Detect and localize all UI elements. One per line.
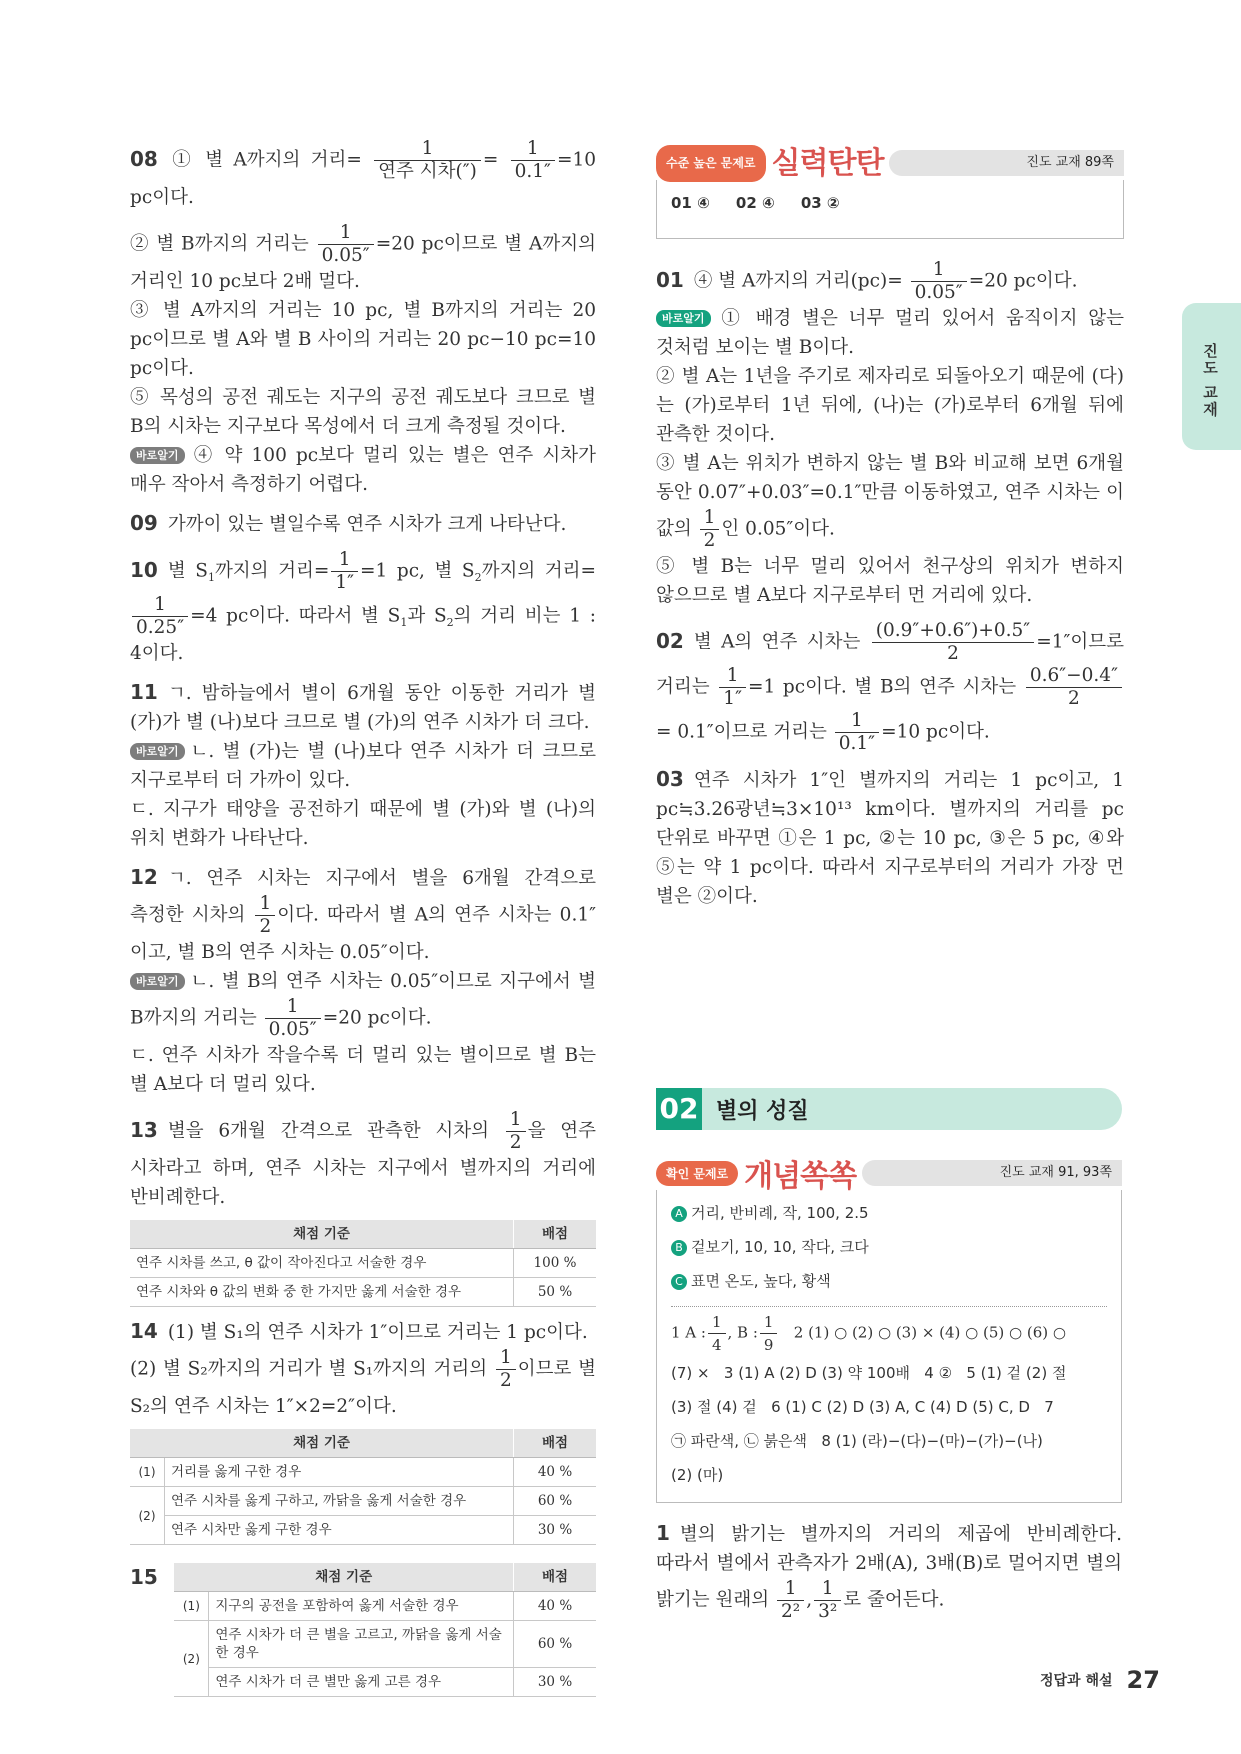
textbook-ref: 진도 교재 91, 93쪽 xyxy=(862,1160,1122,1186)
scoring-table-13: 채점 기준 배점 연주 시차를 쓰고, θ 값이 작아진다고 서술한 경우 100 % 연주 시차와 θ 값의 변화 중 한 가지만 옳게 서술한 경우 50 % xyxy=(130,1220,596,1307)
textbook-ref: 진도 교재 89쪽 xyxy=(889,150,1124,176)
page-number: 27 xyxy=(1126,1666,1160,1694)
solution-01: 01 ④ 별 A까지의 거리(pc)= $\frac{1}{0.05''}$ =20 pc이다. xyxy=(656,259,1078,303)
table-row: (1) 지구의 공전을 포함하여 옳게 서술한 경우 40 % xyxy=(174,1592,596,1621)
side-tab[interactable] xyxy=(1182,303,1241,450)
answer-10: 10 별 $S_1$까지의 거리= $\frac{1}{1''}$ =1 pc, 별 $S_2$까지의 거리= $\frac{1}{0.25''}$ =4 pc이다. 따라서 별 $S_1$과 $S_2$의 거리 비는 1 : 4이다. xyxy=(130,549,596,664)
section-title: 별의 성질 xyxy=(716,1098,809,1124)
correction-tag: 바로알기 xyxy=(130,973,185,990)
scoring-table-15: 채점 기준 배점 (1) 지구의 공전을 포함하여 옳게 서술한 경우 40 % (2) 연주 시차가 더 큰 별을 고르고, 까닭을 옳게 서술한 경우 60 % 연주 시차가 더 큰 별만 옳게 고른 경우 30 % xyxy=(174,1563,596,1697)
section-number: 02 xyxy=(656,1088,702,1130)
scoring-table-14: 채점 기준 배점 (1) 거리를 옳게 구한 경우 40 % (2) 연주 시차를 옳게 구하고, 까닭을 옳게 서술한 경우 60 % 연주 시차만 옳게 구한 경우 30 % xyxy=(130,1429,596,1545)
correction-tag: 바로알기 xyxy=(656,310,711,327)
concept-box-header xyxy=(656,1156,1122,1194)
section-header xyxy=(656,1088,1122,1130)
page-footer xyxy=(1040,1666,1160,1694)
answer-12: 12 ㄱ. 연주 시차는 지구에서 별을 6개월 간격으로 측정한 시차의 $\frac{1}{2}$ 이다. 따라서 별 A의 연주 시차는 0.1″이고, 별 B의 연주 시차는 0.05″이다. xyxy=(130,865,597,963)
side-tab-label: 진도 교재 xyxy=(1201,343,1219,419)
table-row: 연주 시차를 쓰고, θ 값이 작아진다고 서술한 경우 100 % xyxy=(130,1249,596,1278)
concept-answer-box: A 거리, 반비례, 작, 100, 2.5 B 겉보기, 10, 10, 작다, 크다 C 표면 온도, 높다, 황색 1 A : $\frac{1}{4}$ , B : $\frac{1}{9}$ 2 (1) ○ (2) ○ (3) × (4) ○ (5) ○ (6) ○ (7) × 3 (1) A (2) D (3) 약 100배 4 ② 5 (1) 겉 (2) 절 (3) 절 (4) 겉 6 (1) C (2) D (3) A, C (4) D (5) C, D 7 ㉠ 파란색, ㉡ 붉은색 8 (1) (라)−(다)−(마)−(가)−(나) (2) (마) xyxy=(656,1190,1122,1503)
solution-02: 02 별 A의 연주 시차는 $\frac{(0.9''+0.6'')+0.5''}{2}$ =1″이므로 거리는 $\frac{1}{1''}$ =1 pc이다. 별 B의 연주 시차는 $\frac{0.6''-0.4''}{2}$ = 0.1″이므로 거리는 $\frac{1}{0.1''}$ =10 pc이다. xyxy=(656,620,1124,754)
answer-13: 13 별을 6개월 간격으로 관측한 시차의 $\frac{1}{2}$ 을 연주 시차라고 하며, 연주 시차는 지구에서 별까지의 거리에 반비례한다. xyxy=(130,1109,596,1208)
level-pill: 수준 높은 문제로 xyxy=(656,145,766,182)
table-row: (2) 연주 시차를 옳게 구하고, 까닭을 옳게 서술한 경우 60 % xyxy=(130,1487,596,1516)
box-title: 개념쏙쏙 xyxy=(744,1159,857,1194)
skill-box-header xyxy=(656,146,1124,180)
answer-11: 11 ㄱ. 밤하늘에서 별이 6개월 동안 이동한 거리가 별 (가)가 별 (나)보다 크므로 별 (가)의 연주 시차가 더 크다. xyxy=(130,680,596,733)
skill-answer-box: 01 ④ 02 ④ 03 ② xyxy=(656,180,1124,239)
solution-1: 1 별의 밝기는 별까지의 거리의 제곱에 반비례한다. 따라서 별에서 관측자가 2배(A), 3배(B)로 멀어지면 별의 밝기는 원래의 $\frac{1}{\text{2²}}$ , $\frac{1}{\text{3²}}$ 로 줄어든다. xyxy=(656,1521,1122,1622)
table-row: 연주 시차와 θ 값의 변화 중 한 가지만 옳게 서술한 경우 50 % xyxy=(130,1278,596,1307)
level-pill: 확인 문제로 xyxy=(656,1161,738,1186)
correction-tag: 바로알기 xyxy=(130,447,185,464)
correction-tag: 바로알기 xyxy=(130,743,185,760)
right-column: 수준 높은 문제로 실력탄탄 진도 교재 89쪽 01 ④ 02 ④ 03 ② 01 ④ 별 A까지의 거리(pc)= $\frac{1}{0.05''}$ =20 pc이다. 바로알기 ① 배경 별은 너무 멀리 있어서 움직이지 않는 것처럼 보이는 별 B이다. ② 별 A는 1년을 주기로 제자리로 되돌아오기 때문에 (다)는 (가)로부터 1년 뒤에, (나)는 (가)로부터 6개월 뒤에 관측한 것이다. ③ 별 A는 위치가 변하지 않는 별 B와 비교해 보면 6개월 동안 0.07″+0.03″=0.1″만큼 이동하였고, 연주 시차는 이 값의 $\frac{1}{2}$ 인 0.05″이다. ⑤ 별 B는 너무 멀리 있어서 천구상의 위치가 변하지 않으므로 별 A보다 지구로부터 먼 거리에 있다. 02 별 A의 연주 시차는 $\frac{(0.9''+0.6'')+0.5''}{2}$ =1″이므로 거리는 $\frac{1}{1''}$ =1 pc이다. 별 B의 연주 시차는 $\frac{0.6''-0.4''}{2}$ = 0.1″이므로 거리는 $\frac{1}{0.1''}$ =10 pc이다. 03 연주 시차가 1″인 별까지의 거리는 1 pc이고, 1 pc≒3.26광년≒3×10¹³ km이다. 별까지의 거리를 pc 단위로 바꾸면 ①은 1 pc, ②는 10 pc, ③은 5 pc, ④와 ⑤는 약 1 pc이다. 따라서 지구로부터의 거리가 가장 먼 별은 ②이다. xyxy=(656,146,1124,911)
table-row: 연주 시차가 더 큰 별만 옳게 고른 경우 30 % xyxy=(174,1668,596,1697)
answer-08: 08 ① 별 A까지의 거리= $\frac{1}{\text{연주 시차(″)}}$ = $\frac{1}{0.1''}$ =10 pc이다. xyxy=(130,138,596,208)
table-row: (1) 거리를 옳게 구한 경우 40 % xyxy=(130,1458,596,1487)
solution-03: 03 연주 시차가 1″인 별까지의 거리는 1 pc이고, 1 pc≒3.26광년≒3×10¹³ km이다. 별까지의 거리를 pc 단위로 바꾸면 ①은 1 pc, ②는 10 pc, ③은 5 pc, ④와 ⑤는 약 1 pc이다. 따라서 지구로부터의 거리가 가장 먼 별은 ②이다. xyxy=(656,767,1124,907)
box-title: 실력탄탄 xyxy=(771,145,884,181)
left-column: 08 ① 별 A까지의 거리= $\frac{1}{\text{연주 시차(″)}}$ = $\frac{1}{0.1''}$ =10 pc이다. ② 별 B까지의 거리는 $\frac{1}{0.05''}$ =20 pc이므로 별 A까지의 거리인 10 pc보다 2배 멀다. ③ 별 A까지의 거리는 10 pc, 별 B까지의 거리는 20 pc이므로 별 A와 별 B 사이의 거리는 20 pc−10 pc=10 pc이다. ⑤ 목성의 공전 궤도는 지구의 공전 궤도보다 크므로 별 B의 시차는 지구보다 목성에서 더 크게 측정될 것이다. 바로알기 ④ 약 100 pc보다 멀리 있는 별은 연주 시차가 매우 작아서 측정하기 어렵다. 09 가까이 있는 별일수록 연주 시차가 크게 나타난다. 10 별 $S_1$까지의 거리= $\frac{1}{1''}$ =1 pc, 별 $S_2$까지의 거리= $\frac{1}{0.25''}$ =4 pc이다. 따라서 별 $S_1$과 $S_2$의 거리 비는 1 : 4이다. 11 ㄱ. 밤하늘에서 별이 6개월 동안 이동한 거리가 별 (가)가 별 (나)보다 크므로 별 (가)의 연주 시차가 더 크다. 바로알기 ㄴ. 별 (가)는 별 (나)보다 연주 시차가 더 크므로 지구로부터 더 가까이 있다. ㄷ. 지구가 태양을 공전하기 때문에 별 (가)와 별 (나)의 위치 변화가 나타난다. 12 ㄱ. 연주 시차는 지구에서 별을 6개월 간격으로 측정한 시차의 $\frac{1}{2}$ 이다. 따라서 별 A의 연주 시차는 0.1″이고, 별 B의 연주 시차는 0.05″이다. 바로알기 ㄴ. 별 B의 연주 시차는 0.05″이므로 지구에서 별 B까지의 거리는 $\frac{1}{0.05''}$ =20 pc이다. ㄷ. 연주 시차가 작을수록 더 멀리 있는 별이므로 별 B는 별 A보다 더 멀리 있다. 13 별을 6개월 간격으로 관측한 시차의 $\frac{1}{2}$ 을 연주 시차라고 하며, 연주 시차는 지구에서 별까지의 거리에 반비례한다. 채점 기준 배점 연주 시차를 쓰고, θ 값이 작아진다고 서술한 경우 100 % 연주 시차와 θ 값의 변화 중 한 가지만 옳게 서술한 경우 50 % 14 (1) 별 S₁의 연주 시차가 1″이므로 거리는 1 pc이다. (2) 별 S₂까지의 거리가 별 S₁까지의 거리의 $\frac{1}{2}$ 이므로 별 S₂의 연주 시차는 1″×2=2″이다. 채점 기준 배점 (1) 거리를 옳게 구한 경우 40 % (2) 연주 시차를 옳게 구하고, 까닭을 옳게 서술한 경우 60 % 연주 시차만 옳게 구한 경우 30 % 15 채점 기준 배점 (1) 지구의 공전을 포함하여 옳게 서술한 경우 40 % (2) 연주 시차가 더 큰 별을 고르고, 까닭을 옳게 서술한 경우 60 % 연주 시차가 더 큰 별만 옳게 고른 경우 30 % xyxy=(130,138,596,1697)
answer-14: 14 (1) 별 S₁의 연주 시차가 1″이므로 거리는 1 pc이다. xyxy=(130,1319,588,1343)
answer-15: 15 채점 기준 배점 (1) 지구의 공전을 포함하여 옳게 서술한 경우 40 % (2) 연주 시차가 더 큰 별을 고르고, 까닭을 옳게 서술한 경우 60 % 연주 시차가 더 큰 별만 옳게 고른 경우 30 % xyxy=(130,1563,596,1697)
table-row: 연주 시차만 옳게 구한 경우 30 % xyxy=(130,1516,596,1545)
section-02 xyxy=(656,1088,1122,1623)
footer-label: 정답과 해설 xyxy=(1040,1673,1113,1689)
table-row: (2) 연주 시차가 더 큰 별을 고르고, 까닭을 옳게 서술한 경우 60 % xyxy=(174,1621,596,1668)
answer-09: 09 가까이 있는 별일수록 연주 시차가 크게 나타난다. xyxy=(130,511,567,535)
